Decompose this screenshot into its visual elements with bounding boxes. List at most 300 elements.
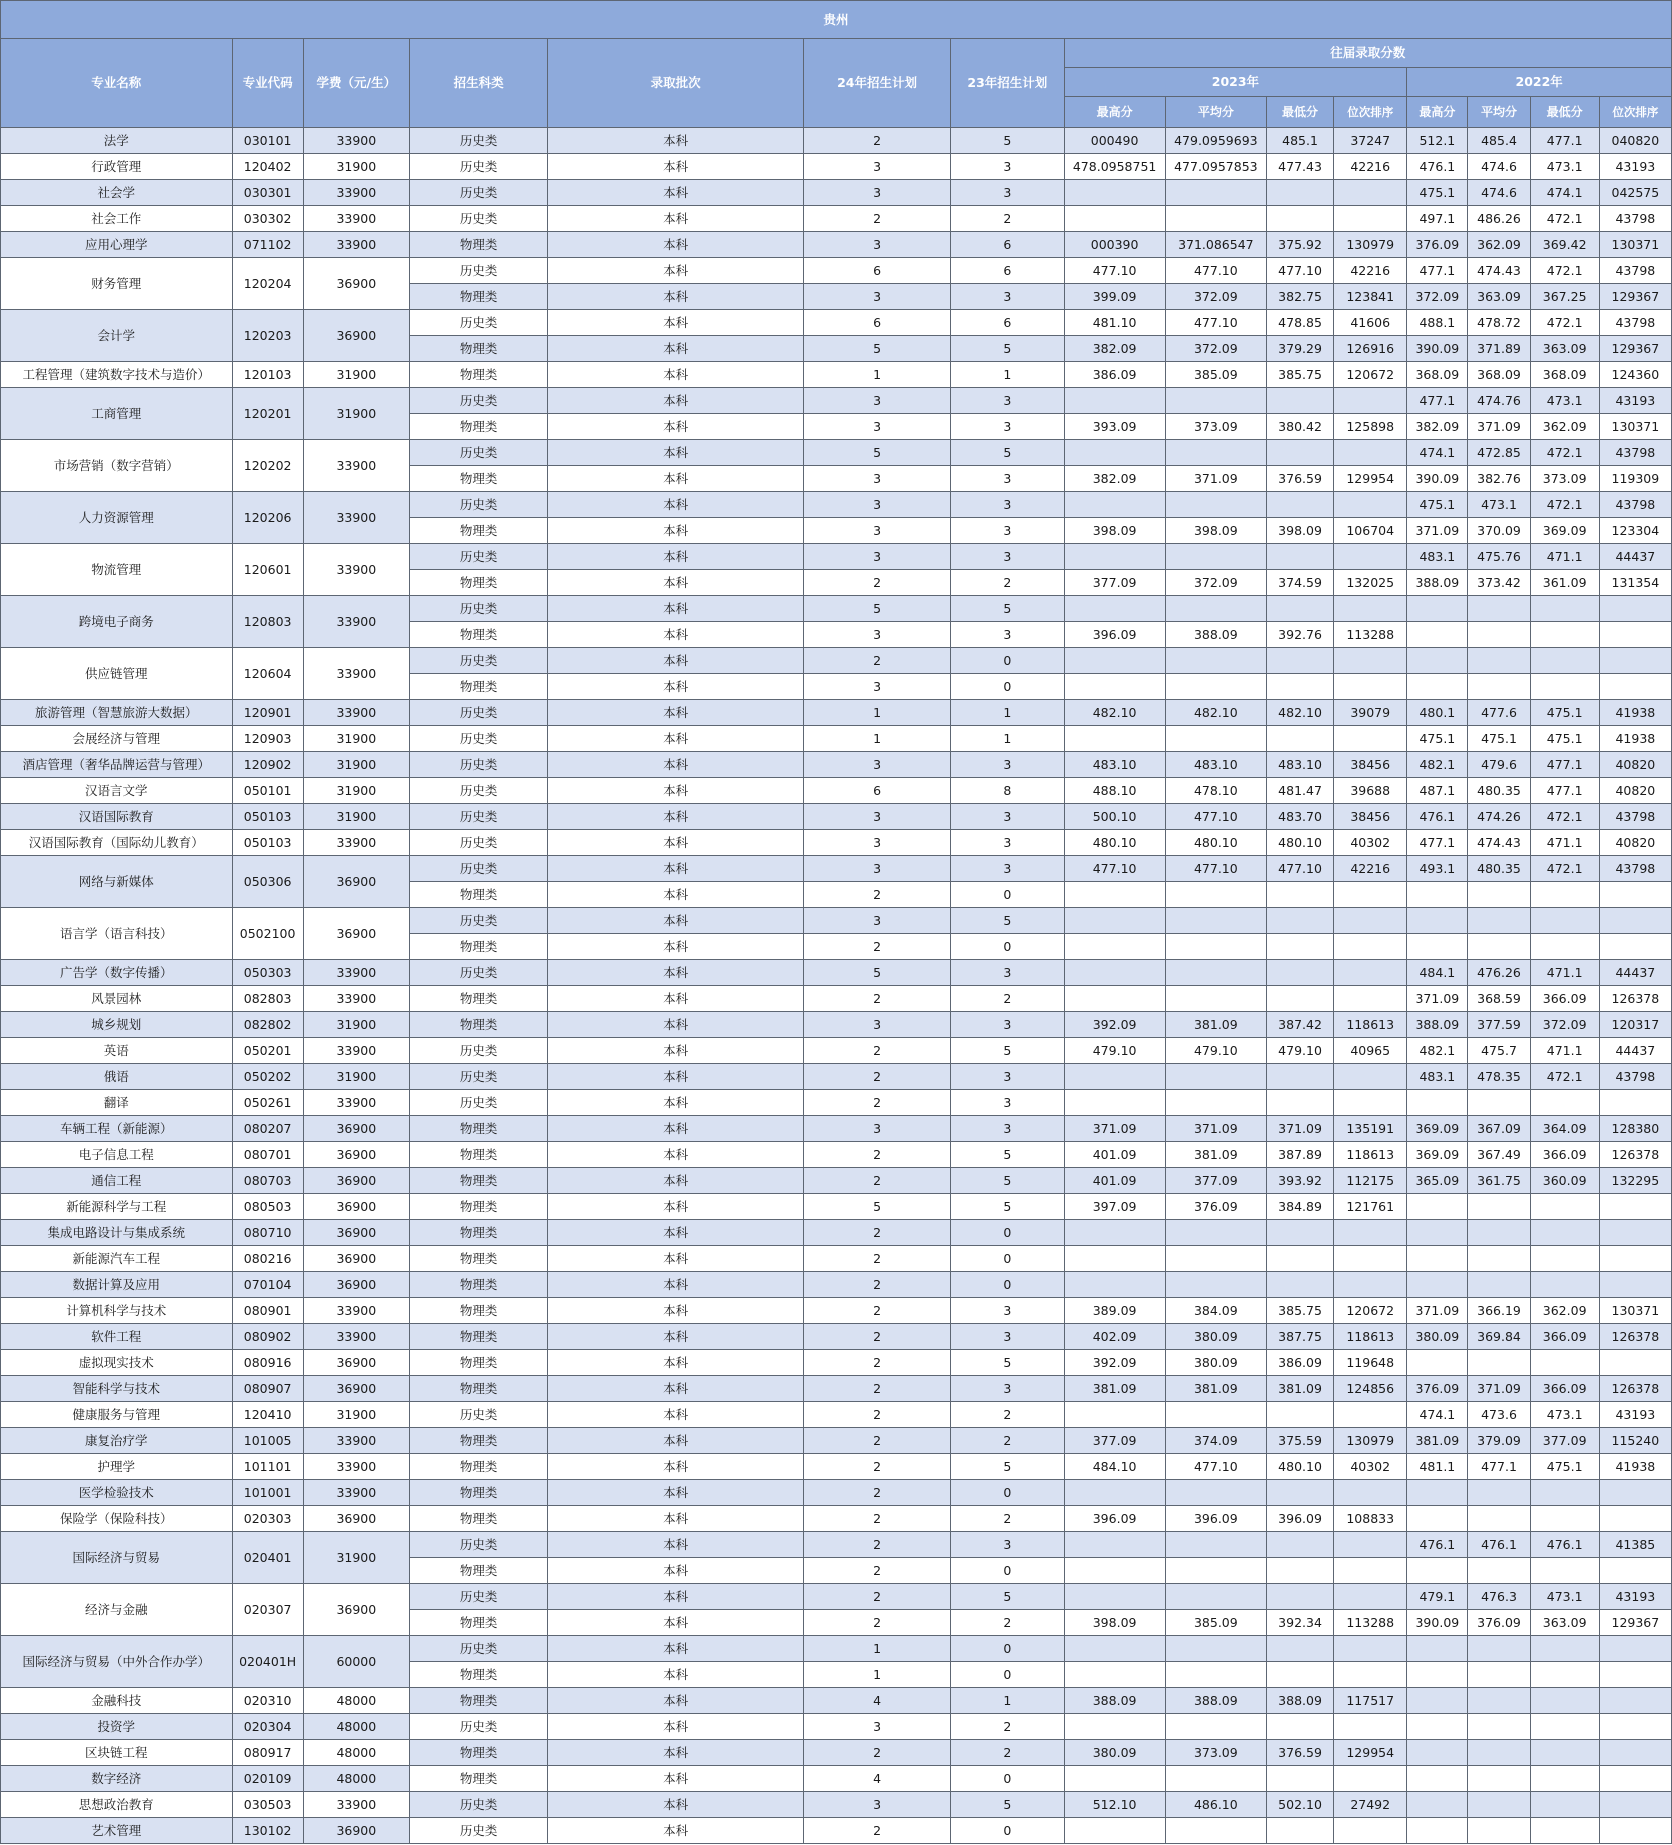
cell-batch: 本科 bbox=[548, 1428, 804, 1454]
cell-2022-avg bbox=[1468, 1220, 1530, 1246]
major-name: 计算机科学与技术 bbox=[1, 1298, 233, 1324]
table-row bbox=[1, 700, 1672, 726]
cell-batch: 本科 bbox=[548, 336, 804, 362]
cell-2022-avg: 474.76 bbox=[1468, 388, 1530, 414]
major-code: 020303 bbox=[232, 1506, 303, 1532]
major-code: 101101 bbox=[232, 1454, 303, 1480]
cell-category: 物理类 bbox=[409, 1740, 547, 1766]
cell-plan-2024: 2 bbox=[803, 1090, 950, 1116]
major-tuition: 33900 bbox=[303, 128, 409, 154]
header-2023-min: 最低分 bbox=[1266, 97, 1333, 128]
cell-plan-2023: 0 bbox=[951, 1558, 1064, 1584]
cell-2022-avg: 477.1 bbox=[1468, 1454, 1530, 1480]
cell-2022-rank: 126378 bbox=[1599, 986, 1671, 1012]
cell-2023-avg bbox=[1165, 674, 1266, 700]
table-row bbox=[1, 1038, 1672, 1064]
cell-2023-rank: 118613 bbox=[1334, 1142, 1407, 1168]
cell-2022-rank bbox=[1599, 1818, 1671, 1844]
major-code: 120204 bbox=[232, 258, 303, 310]
cell-2022-max bbox=[1407, 1090, 1468, 1116]
cell-2022-min: 472.1 bbox=[1530, 310, 1599, 336]
cell-2023-rank bbox=[1334, 960, 1407, 986]
cell-2023-avg: 483.10 bbox=[1165, 752, 1266, 778]
cell-plan-2024: 3 bbox=[803, 414, 950, 440]
cell-2022-max: 381.09 bbox=[1407, 1428, 1468, 1454]
major-name: 语言学（语言科技） bbox=[1, 908, 233, 960]
cell-2023-avg: 396.09 bbox=[1165, 1506, 1266, 1532]
major-tuition: 33900 bbox=[303, 1480, 409, 1506]
major-tuition: 33900 bbox=[303, 180, 409, 206]
cell-2023-rank: 40965 bbox=[1334, 1038, 1407, 1064]
cell-2023-min: 385.75 bbox=[1266, 1298, 1333, 1324]
cell-2023-max: 402.09 bbox=[1064, 1324, 1165, 1350]
cell-2023-rank bbox=[1334, 1480, 1407, 1506]
cell-2022-avg: 382.76 bbox=[1468, 466, 1530, 492]
major-code: 082802 bbox=[232, 1012, 303, 1038]
cell-batch: 本科 bbox=[548, 1610, 804, 1636]
cell-2022-min: 471.1 bbox=[1530, 1038, 1599, 1064]
cell-2023-rank bbox=[1334, 1714, 1407, 1740]
major-code: 082803 bbox=[232, 986, 303, 1012]
major-name: 智能科学与技术 bbox=[1, 1376, 233, 1402]
cell-2022-max bbox=[1407, 1766, 1468, 1792]
cell-2022-max: 390.09 bbox=[1407, 466, 1468, 492]
cell-2023-avg bbox=[1165, 206, 1266, 232]
cell-2023-avg: 480.10 bbox=[1165, 830, 1266, 856]
cell-batch: 本科 bbox=[548, 986, 804, 1012]
cell-2023-rank: 129954 bbox=[1334, 1740, 1407, 1766]
cell-2023-max: 388.09 bbox=[1064, 1688, 1165, 1714]
cell-2023-min bbox=[1266, 1532, 1333, 1558]
cell-2022-rank: 129367 bbox=[1599, 1610, 1671, 1636]
cell-plan-2024: 3 bbox=[803, 1012, 950, 1038]
cell-2022-max bbox=[1407, 622, 1468, 648]
major-tuition: 33900 bbox=[303, 1792, 409, 1818]
major-name: 数据计算及应用 bbox=[1, 1272, 233, 1298]
cell-2023-max: 512.10 bbox=[1064, 1792, 1165, 1818]
cell-category: 历史类 bbox=[409, 1584, 547, 1610]
cell-2022-max bbox=[1407, 1272, 1468, 1298]
table-row bbox=[1, 1818, 1672, 1844]
cell-batch: 本科 bbox=[548, 1532, 804, 1558]
cell-2022-min bbox=[1530, 1766, 1599, 1792]
cell-plan-2024: 2 bbox=[803, 1324, 950, 1350]
cell-2022-min bbox=[1530, 1714, 1599, 1740]
cell-2022-avg: 476.26 bbox=[1468, 960, 1530, 986]
cell-2022-avg bbox=[1468, 1740, 1530, 1766]
cell-2023-avg: 376.09 bbox=[1165, 1194, 1266, 1220]
cell-2022-min: 473.1 bbox=[1530, 1402, 1599, 1428]
cell-2023-avg: 372.09 bbox=[1165, 570, 1266, 596]
cell-2022-min: 473.1 bbox=[1530, 388, 1599, 414]
cell-2023-min: 375.59 bbox=[1266, 1428, 1333, 1454]
cell-2022-max: 476.1 bbox=[1407, 804, 1468, 830]
cell-2022-max: 376.09 bbox=[1407, 1376, 1468, 1402]
cell-2022-avg bbox=[1468, 1818, 1530, 1844]
cell-2022-rank: 40820 bbox=[1599, 830, 1671, 856]
cell-2023-min: 379.29 bbox=[1266, 336, 1333, 362]
major-name: 会展经济与管理 bbox=[1, 726, 233, 752]
cell-plan-2023: 1 bbox=[951, 726, 1064, 752]
cell-plan-2024: 3 bbox=[803, 908, 950, 934]
cell-plan-2023: 3 bbox=[951, 1090, 1064, 1116]
cell-2023-avg: 372.09 bbox=[1165, 336, 1266, 362]
cell-category: 历史类 bbox=[409, 492, 547, 518]
major-name: 软件工程 bbox=[1, 1324, 233, 1350]
cell-category: 物理类 bbox=[409, 466, 547, 492]
cell-2023-min: 376.59 bbox=[1266, 1740, 1333, 1766]
cell-2022-max bbox=[1407, 908, 1468, 934]
cell-2023-rank: 119648 bbox=[1334, 1350, 1407, 1376]
cell-batch: 本科 bbox=[548, 544, 804, 570]
cell-2022-avg bbox=[1468, 1090, 1530, 1116]
cell-2023-avg: 477.0957853 bbox=[1165, 154, 1266, 180]
cell-2023-rank bbox=[1334, 1558, 1407, 1584]
cell-2023-min: 396.09 bbox=[1266, 1506, 1333, 1532]
cell-2023-rank: 130979 bbox=[1334, 1428, 1407, 1454]
cell-2022-max: 482.1 bbox=[1407, 1038, 1468, 1064]
major-code: 120901 bbox=[232, 700, 303, 726]
cell-2022-max: 481.1 bbox=[1407, 1454, 1468, 1480]
cell-2023-min bbox=[1266, 1584, 1333, 1610]
cell-2022-min bbox=[1530, 596, 1599, 622]
major-code: 030101 bbox=[232, 128, 303, 154]
cell-plan-2023: 3 bbox=[951, 414, 1064, 440]
cell-2023-max bbox=[1064, 1558, 1165, 1584]
cell-batch: 本科 bbox=[548, 752, 804, 778]
cell-2022-avg: 368.09 bbox=[1468, 362, 1530, 388]
major-tuition: 31900 bbox=[303, 804, 409, 830]
cell-2022-max bbox=[1407, 1714, 1468, 1740]
cell-plan-2023: 1 bbox=[951, 362, 1064, 388]
cell-2022-min: 366.09 bbox=[1530, 1324, 1599, 1350]
cell-2023-max: 483.10 bbox=[1064, 752, 1165, 778]
cell-category: 历史类 bbox=[409, 1636, 547, 1662]
cell-category: 历史类 bbox=[409, 700, 547, 726]
cell-2023-avg: 371.086547 bbox=[1165, 232, 1266, 258]
cell-2022-max: 390.09 bbox=[1407, 336, 1468, 362]
major-tuition: 33900 bbox=[303, 648, 409, 700]
cell-plan-2024: 2 bbox=[803, 1480, 950, 1506]
cell-2023-avg: 380.09 bbox=[1165, 1324, 1266, 1350]
cell-2022-rank: 40820 bbox=[1599, 778, 1671, 804]
cell-2023-min: 481.47 bbox=[1266, 778, 1333, 804]
cell-2023-rank bbox=[1334, 1662, 1407, 1688]
header-year-2022: 2022年 bbox=[1407, 68, 1672, 97]
cell-plan-2023: 6 bbox=[951, 310, 1064, 336]
cell-plan-2024: 2 bbox=[803, 1584, 950, 1610]
cell-2023-max bbox=[1064, 1532, 1165, 1558]
cell-2023-rank: 120672 bbox=[1334, 362, 1407, 388]
cell-2022-rank bbox=[1599, 1740, 1671, 1766]
cell-category: 历史类 bbox=[409, 388, 547, 414]
cell-2023-min bbox=[1266, 934, 1333, 960]
cell-batch: 本科 bbox=[548, 206, 804, 232]
cell-2022-avg: 473.1 bbox=[1468, 492, 1530, 518]
table-row bbox=[1, 1298, 1672, 1324]
cell-2022-max bbox=[1407, 882, 1468, 908]
major-tuition: 33900 bbox=[303, 830, 409, 856]
cell-2023-min bbox=[1266, 544, 1333, 570]
cell-2022-min bbox=[1530, 648, 1599, 674]
cell-2022-min: 472.1 bbox=[1530, 804, 1599, 830]
cell-batch: 本科 bbox=[548, 882, 804, 908]
major-tuition: 33900 bbox=[303, 1454, 409, 1480]
header-category: 招生科类 bbox=[409, 39, 547, 128]
cell-plan-2023: 3 bbox=[951, 856, 1064, 882]
cell-batch: 本科 bbox=[548, 154, 804, 180]
cell-2022-rank: 41938 bbox=[1599, 700, 1671, 726]
cell-2023-rank bbox=[1334, 1090, 1407, 1116]
major-code: 101005 bbox=[232, 1428, 303, 1454]
cell-2022-max: 487.1 bbox=[1407, 778, 1468, 804]
major-name: 工商管理 bbox=[1, 388, 233, 440]
cell-2023-min: 480.10 bbox=[1266, 1454, 1333, 1480]
major-code: 120201 bbox=[232, 388, 303, 440]
major-tuition: 31900 bbox=[303, 752, 409, 778]
cell-2023-rank: 126916 bbox=[1334, 336, 1407, 362]
cell-batch: 本科 bbox=[548, 440, 804, 466]
cell-plan-2024: 2 bbox=[803, 1818, 950, 1844]
cell-plan-2024: 3 bbox=[803, 830, 950, 856]
cell-2023-max: 382.09 bbox=[1064, 466, 1165, 492]
cell-plan-2023: 5 bbox=[951, 1584, 1064, 1610]
cell-2022-min: 471.1 bbox=[1530, 960, 1599, 986]
cell-plan-2024: 3 bbox=[803, 180, 950, 206]
cell-2023-max bbox=[1064, 1064, 1165, 1090]
cell-category: 物理类 bbox=[409, 1428, 547, 1454]
cell-2022-min: 475.1 bbox=[1530, 700, 1599, 726]
cell-category: 物理类 bbox=[409, 1012, 547, 1038]
cell-2023-avg: 384.09 bbox=[1165, 1298, 1266, 1324]
cell-2023-max bbox=[1064, 1662, 1165, 1688]
major-name: 区块链工程 bbox=[1, 1740, 233, 1766]
cell-plan-2023: 5 bbox=[951, 1038, 1064, 1064]
cell-plan-2024: 3 bbox=[803, 544, 950, 570]
cell-2023-avg bbox=[1165, 440, 1266, 466]
cell-category: 历史类 bbox=[409, 908, 547, 934]
cell-category: 历史类 bbox=[409, 960, 547, 986]
cell-plan-2024: 5 bbox=[803, 336, 950, 362]
cell-plan-2023: 5 bbox=[951, 440, 1064, 466]
cell-plan-2023: 3 bbox=[951, 1064, 1064, 1090]
cell-category: 物理类 bbox=[409, 1168, 547, 1194]
major-name: 康复治疗学 bbox=[1, 1428, 233, 1454]
cell-2023-rank bbox=[1334, 934, 1407, 960]
cell-2023-max: 386.09 bbox=[1064, 362, 1165, 388]
cell-2022-max: 483.1 bbox=[1407, 1064, 1468, 1090]
cell-2023-rank bbox=[1334, 1402, 1407, 1428]
cell-plan-2023: 3 bbox=[951, 284, 1064, 310]
major-name: 人力资源管理 bbox=[1, 492, 233, 544]
cell-2023-min bbox=[1266, 1818, 1333, 1844]
cell-2023-min: 385.75 bbox=[1266, 362, 1333, 388]
cell-2023-avg: 479.10 bbox=[1165, 1038, 1266, 1064]
cell-2022-min bbox=[1530, 1688, 1599, 1714]
cell-2022-avg bbox=[1468, 882, 1530, 908]
header-2022-min: 最低分 bbox=[1530, 97, 1599, 128]
cell-2023-min bbox=[1266, 1714, 1333, 1740]
cell-plan-2024: 5 bbox=[803, 960, 950, 986]
cell-2022-rank: 115240 bbox=[1599, 1428, 1671, 1454]
cell-2023-max: 377.09 bbox=[1064, 1428, 1165, 1454]
table-row bbox=[1, 1766, 1672, 1792]
cell-2023-rank: 135191 bbox=[1334, 1116, 1407, 1142]
cell-2023-max: 401.09 bbox=[1064, 1168, 1165, 1194]
cell-2022-rank bbox=[1599, 1220, 1671, 1246]
cell-2023-avg: 478.10 bbox=[1165, 778, 1266, 804]
cell-category: 历史类 bbox=[409, 1532, 547, 1558]
cell-category: 物理类 bbox=[409, 1272, 547, 1298]
cell-2022-min: 367.25 bbox=[1530, 284, 1599, 310]
header-2022-rank: 位次排序 bbox=[1599, 97, 1671, 128]
cell-plan-2023: 0 bbox=[951, 934, 1064, 960]
table-row bbox=[1, 1688, 1672, 1714]
cell-plan-2024: 3 bbox=[803, 492, 950, 518]
cell-plan-2023: 1 bbox=[951, 700, 1064, 726]
cell-plan-2024: 3 bbox=[803, 466, 950, 492]
cell-plan-2024: 2 bbox=[803, 1740, 950, 1766]
cell-2022-min bbox=[1530, 1636, 1599, 1662]
cell-2023-avg bbox=[1165, 1402, 1266, 1428]
cell-2022-avg bbox=[1468, 1246, 1530, 1272]
cell-batch: 本科 bbox=[548, 1272, 804, 1298]
cell-plan-2023: 2 bbox=[951, 1402, 1064, 1428]
cell-2023-min: 381.09 bbox=[1266, 1376, 1333, 1402]
cell-2022-min bbox=[1530, 1818, 1599, 1844]
header-2022-max: 最高分 bbox=[1407, 97, 1468, 128]
cell-2023-avg: 374.09 bbox=[1165, 1428, 1266, 1454]
table-row bbox=[1, 1376, 1672, 1402]
cell-plan-2023: 5 bbox=[951, 1454, 1064, 1480]
table-row bbox=[1, 544, 1672, 570]
cell-2023-min bbox=[1266, 986, 1333, 1012]
major-tuition: 33900 bbox=[303, 1428, 409, 1454]
cell-2023-min: 479.10 bbox=[1266, 1038, 1333, 1064]
cell-2022-max bbox=[1407, 1636, 1468, 1662]
cell-batch: 本科 bbox=[548, 1246, 804, 1272]
cell-category: 历史类 bbox=[409, 648, 547, 674]
cell-2023-max: 392.09 bbox=[1064, 1350, 1165, 1376]
cell-batch: 本科 bbox=[548, 232, 804, 258]
cell-category: 物理类 bbox=[409, 1506, 547, 1532]
cell-2022-max bbox=[1407, 1740, 1468, 1766]
cell-2023-max bbox=[1064, 1714, 1165, 1740]
cell-2022-max: 484.1 bbox=[1407, 960, 1468, 986]
cell-2023-max bbox=[1064, 934, 1165, 960]
cell-2022-rank: 124360 bbox=[1599, 362, 1671, 388]
cell-2022-avg: 474.43 bbox=[1468, 830, 1530, 856]
cell-batch: 本科 bbox=[548, 960, 804, 986]
cell-batch: 本科 bbox=[548, 622, 804, 648]
cell-2023-min: 384.89 bbox=[1266, 1194, 1333, 1220]
cell-batch: 本科 bbox=[548, 804, 804, 830]
cell-batch: 本科 bbox=[548, 1350, 804, 1376]
major-code: 020109 bbox=[232, 1766, 303, 1792]
cell-plan-2024: 2 bbox=[803, 1168, 950, 1194]
major-code: 080216 bbox=[232, 1246, 303, 1272]
cell-2023-min bbox=[1266, 1636, 1333, 1662]
cell-2023-min: 393.92 bbox=[1266, 1168, 1333, 1194]
cell-2023-max bbox=[1064, 180, 1165, 206]
cell-plan-2023: 0 bbox=[951, 1246, 1064, 1272]
cell-2023-avg bbox=[1165, 986, 1266, 1012]
cell-2023-rank: 39079 bbox=[1334, 700, 1407, 726]
major-tuition: 36900 bbox=[303, 1142, 409, 1168]
cell-category: 物理类 bbox=[409, 934, 547, 960]
cell-plan-2024: 1 bbox=[803, 700, 950, 726]
major-name: 社会工作 bbox=[1, 206, 233, 232]
cell-batch: 本科 bbox=[548, 1038, 804, 1064]
cell-2023-rank bbox=[1334, 1766, 1407, 1792]
cell-2023-min: 382.75 bbox=[1266, 284, 1333, 310]
cell-2022-avg: 474.6 bbox=[1468, 154, 1530, 180]
cell-2023-max: 396.09 bbox=[1064, 1506, 1165, 1532]
major-name: 广告学（数字传播） bbox=[1, 960, 233, 986]
header-year-2023: 2023年 bbox=[1064, 68, 1407, 97]
cell-2022-avg: 478.35 bbox=[1468, 1064, 1530, 1090]
cell-2022-min: 477.1 bbox=[1530, 778, 1599, 804]
cell-2022-max bbox=[1407, 1792, 1468, 1818]
cell-2023-avg: 388.09 bbox=[1165, 1688, 1266, 1714]
cell-plan-2023: 5 bbox=[951, 128, 1064, 154]
major-code: 120103 bbox=[232, 362, 303, 388]
cell-2022-rank bbox=[1599, 1350, 1671, 1376]
cell-category: 历史类 bbox=[409, 830, 547, 856]
cell-plan-2024: 2 bbox=[803, 1064, 950, 1090]
major-name: 通信工程 bbox=[1, 1168, 233, 1194]
table-row bbox=[1, 492, 1672, 518]
table-row bbox=[1, 1012, 1672, 1038]
cell-2022-min bbox=[1530, 1792, 1599, 1818]
cell-2022-min: 472.1 bbox=[1530, 440, 1599, 466]
cell-2023-rank bbox=[1334, 726, 1407, 752]
major-tuition: 36900 bbox=[303, 310, 409, 362]
cell-2022-rank bbox=[1599, 1090, 1671, 1116]
major-name: 电子信息工程 bbox=[1, 1142, 233, 1168]
cell-2023-max: 371.09 bbox=[1064, 1116, 1165, 1142]
table-row bbox=[1, 388, 1672, 414]
table-row bbox=[1, 1064, 1672, 1090]
cell-2023-rank: 125898 bbox=[1334, 414, 1407, 440]
cell-2023-min bbox=[1266, 726, 1333, 752]
cell-2022-rank: 119309 bbox=[1599, 466, 1671, 492]
cell-batch: 本科 bbox=[548, 1376, 804, 1402]
cell-category: 物理类 bbox=[409, 1116, 547, 1142]
major-tuition: 48000 bbox=[303, 1714, 409, 1740]
cell-2022-rank: 126378 bbox=[1599, 1142, 1671, 1168]
major-code: 050103 bbox=[232, 830, 303, 856]
table-row bbox=[1, 1506, 1672, 1532]
major-tuition: 31900 bbox=[303, 1064, 409, 1090]
cell-2022-min bbox=[1530, 1272, 1599, 1298]
cell-plan-2023: 3 bbox=[951, 622, 1064, 648]
cell-2023-avg bbox=[1165, 180, 1266, 206]
major-code: 130102 bbox=[232, 1818, 303, 1844]
cell-2023-min: 477.43 bbox=[1266, 154, 1333, 180]
cell-batch: 本科 bbox=[548, 1688, 804, 1714]
cell-batch: 本科 bbox=[548, 284, 804, 310]
cell-plan-2023: 3 bbox=[951, 180, 1064, 206]
province-title: 贵州 bbox=[1, 1, 1672, 39]
cell-plan-2023: 6 bbox=[951, 232, 1064, 258]
cell-2023-rank bbox=[1334, 1246, 1407, 1272]
cell-2022-max: 368.09 bbox=[1407, 362, 1468, 388]
cell-category: 历史类 bbox=[409, 1792, 547, 1818]
cell-2023-avg bbox=[1165, 960, 1266, 986]
cell-2022-max: 497.1 bbox=[1407, 206, 1468, 232]
cell-2022-avg: 377.59 bbox=[1468, 1012, 1530, 1038]
